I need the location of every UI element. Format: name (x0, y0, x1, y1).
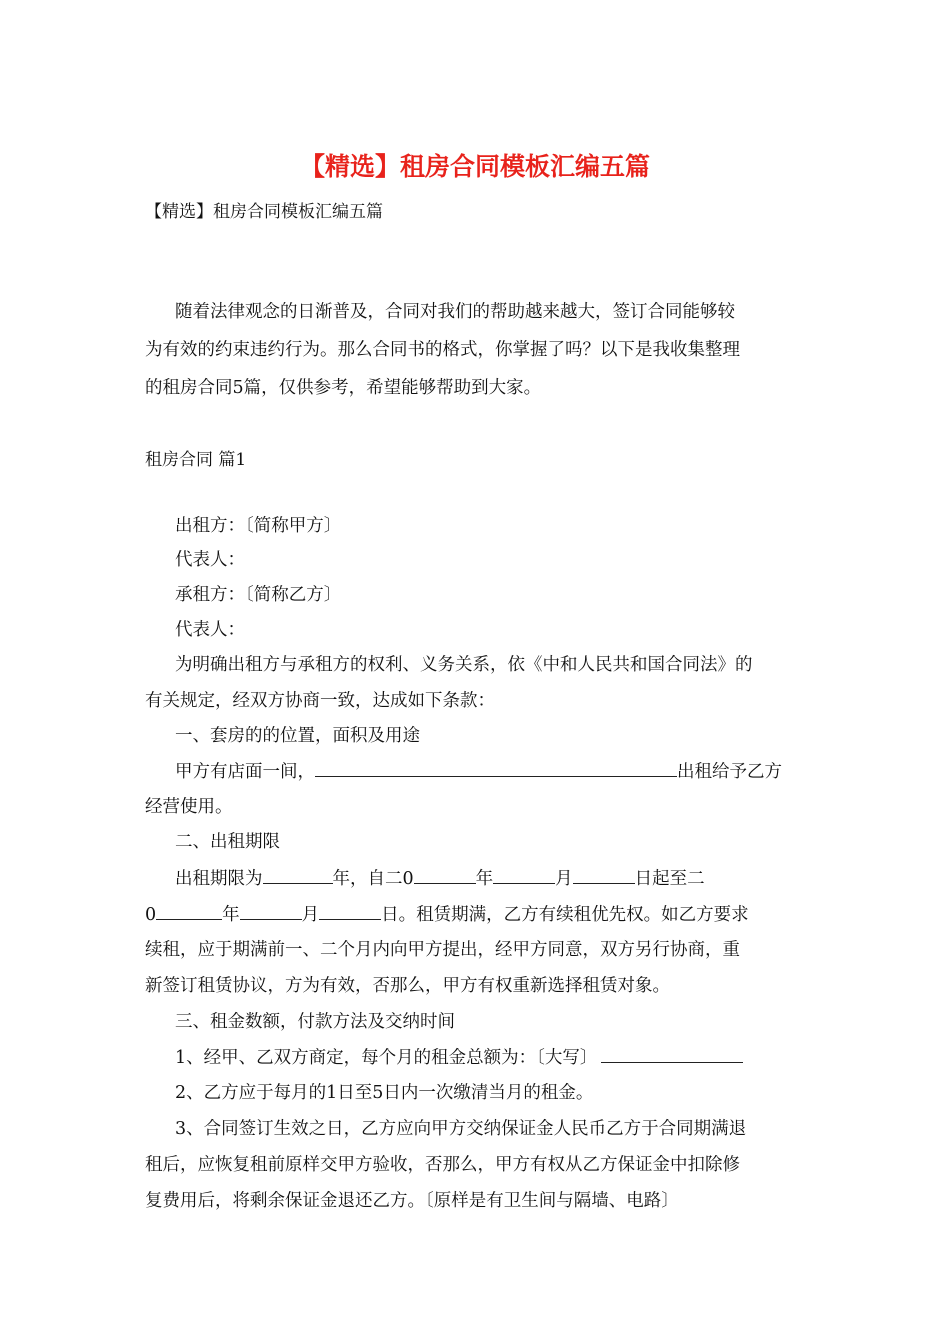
clause-text: 甲方有店面一间， (175, 762, 315, 782)
fill-blank[interactable] (315, 759, 677, 777)
fill-blank[interactable] (240, 902, 302, 920)
clause-3-item-3-line-1: 3、合同签订生效之日，乙方应向甲方交纳保证金人民币乙方于合同期满退 (175, 1119, 747, 1139)
fill-blank[interactable] (414, 866, 476, 884)
clause-2-line-2 (145, 902, 749, 927)
fill-blank[interactable] (601, 1045, 743, 1063)
clause-text: 年 (475, 869, 494, 889)
lessor-line: 出租方：〔简称甲方〕 (175, 516, 342, 536)
clause-text: 出租期限为 (175, 869, 263, 889)
fill-blank[interactable] (493, 866, 555, 884)
clause-text: 0 (145, 905, 157, 925)
representative-line-2: 代表人： (175, 620, 245, 640)
fill-blank[interactable] (263, 866, 333, 884)
clause-text: 年 (222, 905, 240, 925)
clause-3-item-3-line-3: 复费用后，将剩余保证金退还乙方。〔原样是有卫生间与隔墙、电路〕 (145, 1191, 679, 1211)
clause-2-line-4: 新签订租赁协议，方为有效，否那么，甲方有权重新选择租赁对象。 (145, 976, 670, 996)
clause-text: 日。租赁期满，乙方有续租优先权。如乙方要求 (381, 905, 749, 925)
preamble-line-1: 为明确出租方与承租方的权利、义务关系，依《中和人民共和国合同法》的 (175, 655, 753, 675)
representative-line-1: 代表人： (175, 550, 245, 570)
clause-text: 日起至二 (634, 869, 705, 889)
clause-3-heading: 三、租金数额，付款方法及交纳时间 (175, 1012, 455, 1032)
clause-text: 月 (301, 905, 320, 925)
intro-line-1: 随着法律观念的日渐普及，合同对我们的帮助越来越大，签订合同能够较 (175, 302, 735, 322)
clause-2-line-1 (175, 866, 705, 891)
preamble-line-2: 有关规定，经双方协商一致，达成如下条款： (145, 691, 495, 711)
clause-3-item-3-line-2: 租后，应恢复租前原样交甲方验收，否那么，甲方有权从乙方保证金中扣除修 (145, 1155, 740, 1175)
intro-line-3: 的租房合同5篇，仅供参考，希望能够帮助到大家。 (145, 378, 542, 398)
clause-text: 出租给予乙方 (677, 762, 782, 782)
clause-text: 1、经甲、乙双方商定，每个月的租金总额为：〔大写〕 (175, 1048, 598, 1068)
fill-blank[interactable] (573, 866, 635, 884)
document-title: 【精选】租房合同模板汇编五篇 (299, 152, 650, 181)
lessee-line: 承租方：〔简称乙方〕 (175, 585, 342, 605)
document-subtitle: 【精选】租房合同模板汇编五篇 (145, 202, 383, 222)
fill-blank[interactable] (319, 902, 381, 920)
clause-1-heading: 一、套房的的位置，面积及用途 (175, 726, 420, 746)
intro-line-2: 为有效的约束违约行为。那么合同书的格式，你掌握了吗？以下是我收集整理 (145, 340, 740, 360)
clause-3-item-1 (175, 1045, 743, 1070)
clause-3-item-2: 2、乙方应于每月的1日至5日内一次缴清当月的租金。 (175, 1083, 594, 1103)
fill-blank[interactable] (156, 902, 222, 920)
clause-text: 月 (555, 869, 573, 889)
clause-text: 年，自二0 (332, 869, 414, 889)
clause-1-line-1 (175, 759, 782, 784)
clause-2-heading: 二、出租期限 (175, 832, 280, 852)
clause-1-line-2: 经营使用。 (145, 797, 233, 817)
clause-2-line-3: 续租，应于期满前一、二个月内向甲方提出，经甲方同意，双方另行协商，重 (145, 940, 740, 960)
section-heading: 租房合同 篇1 (145, 450, 247, 470)
